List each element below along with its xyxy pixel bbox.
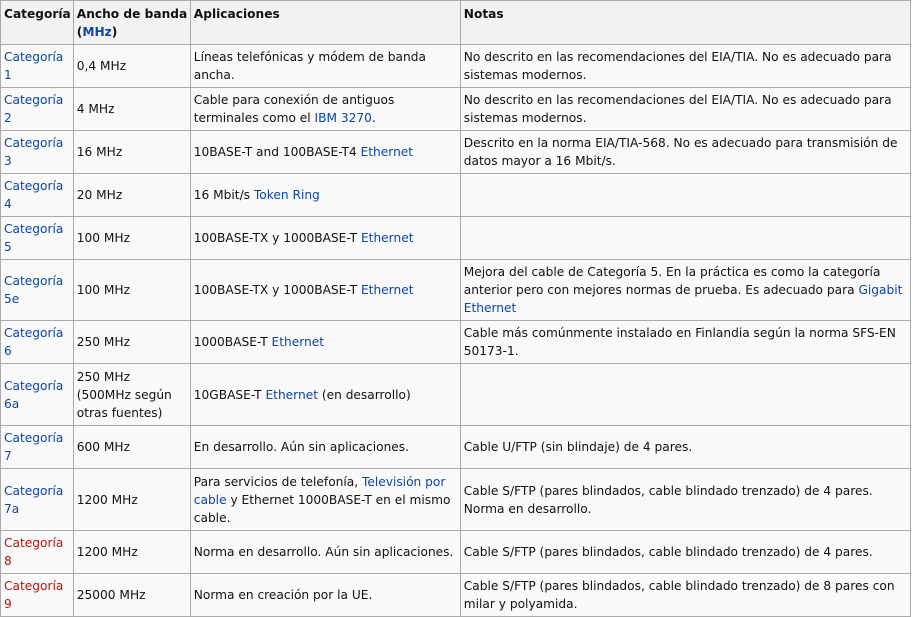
cell-ancho-de-banda: 100 MHz [73,217,190,260]
cell-categoria [1,469,74,531]
cell-ancho-de-banda: 16 MHz [73,131,190,174]
aplicaciones-text: 10BASE-T and 100BASE-T4 [193,145,361,159]
cell-ancho-de-banda: 250 MHz (500MHz según otras fuentes) [73,364,190,426]
cell-ancho-de-banda: 0,4 MHz [73,45,190,88]
cell-ancho-de-banda: 250 MHz [73,321,190,364]
category-link[interactable]: Categoría 6a [4,378,64,411]
aplicaciones-link[interactable]: Ethernet [265,387,318,402]
cell-aplicaciones [190,260,460,321]
cell-categoria [1,574,74,617]
cell-aplicaciones [190,88,460,131]
notas-text: No descrito en las recomendaciones del EIA/TIA. No es adecuado para sistemas modernos. [463,93,892,125]
cell-aplicaciones [190,574,460,617]
aplicaciones-link[interactable]: Ethernet [360,283,414,297]
cell-notas [460,364,910,426]
notas-link[interactable]: Gigabit Ethernet [463,283,903,315]
category-link[interactable]: Categoría 7a [4,483,64,516]
cell-aplicaciones [190,321,460,364]
cell-categoria [1,174,74,217]
category-link[interactable]: Categoría 9 [4,579,64,611]
cell-ancho-de-banda: 20 MHz [73,174,190,217]
cell-ancho-de-banda: 4 MHz [73,88,190,131]
aplicaciones-text: 100BASE-TX y 1000BASE-T [193,231,361,245]
cell-aplicaciones [190,174,460,217]
header-ancho-label: Ancho de banda ( [76,7,188,39]
aplicaciones-text: En desarrollo. Aún sin aplicaciones. [193,440,410,454]
cell-notas [460,131,910,174]
cell-ancho-de-banda: 100 MHz [73,260,190,321]
header-row [1,1,911,45]
cell-categoria [1,260,74,321]
header-notas: Notas [460,1,910,45]
aplicaciones-link[interactable]: Token Ring [253,188,320,202]
aplicaciones-text: Norma en creación por la UE. [193,588,373,602]
aplicaciones-text: 16 Mbit/s [193,188,254,202]
category-link[interactable]: Categoría 5e [4,274,64,306]
aplicaciones-link[interactable]: Ethernet [360,145,414,159]
aplicaciones-text: 10GBASE-T [193,387,266,402]
notas-text: Cable S/FTP (pares blindados, cable blindado trenzado) de 4 pares. [463,545,873,559]
cell-ancho-de-banda: 1200 MHz [73,469,190,531]
notas-text: Cable más comúnmente instalado en Finlandia según la norma SFS-EN 50173-1. [463,326,896,358]
category-link[interactable]: Categoría 2 [4,93,64,125]
notas-text: Mejora del cable de Categoría 5. En la práctica es como la categoría anterior pero con mejores normas de prueba. Es adecuado para [463,265,881,297]
cell-notas [460,260,910,321]
table-row [1,531,911,574]
header-categoria: Categoría [1,1,74,45]
cell-aplicaciones [190,364,460,426]
cell-notas [460,321,910,364]
table-row [1,426,911,469]
notas-text: Cable U/FTP (sin blindaje) de 4 pares. [463,440,693,454]
cell-categoria [1,321,74,364]
cell-categoria [1,531,74,574]
notas-text: Cable S/FTP (pares blindados, cable blindado trenzado) de 4 pares. Norma en desarrollo. [463,483,873,516]
cell-aplicaciones [190,426,460,469]
category-link[interactable]: Categoría 4 [4,179,64,211]
table-row [1,131,911,174]
cell-notas [460,574,910,617]
aplicaciones-link[interactable]: Ethernet [271,335,325,349]
category-link[interactable]: Categoría 1 [4,50,64,82]
cell-categoria [1,45,74,88]
aplicaciones-text: Norma en desarrollo. Aún sin aplicaciones. [193,545,454,559]
table-row [1,321,911,364]
cell-ancho-de-banda: 25000 MHz [73,574,190,617]
aplicaciones-text: Para servicios de telefonía, [193,474,362,489]
cell-notas [460,469,910,531]
notas-text: Descrito en la norma EIA/TIA-568. No es adecuado para transmisión de datos mayor a 16 Mbit/s. [463,136,898,168]
aplicaciones-text-tail: . [371,111,376,125]
cell-aplicaciones [190,217,460,260]
table-row [1,469,911,531]
category-link[interactable]: Categoría 3 [4,136,64,168]
table-row [1,574,911,617]
category-link[interactable]: Categoría 8 [4,536,64,568]
aplicaciones-text-tail: (en desarrollo) [317,387,411,402]
table-row [1,260,911,321]
category-link[interactable]: Categoría 6 [4,326,64,358]
aplicaciones-text: Cable para conexión de antiguos terminales como el [193,93,395,125]
aplicaciones-text: 1000BASE-T [193,335,272,349]
cell-notas [460,217,910,260]
cell-notas [460,88,910,131]
table-row [1,217,911,260]
header-ancho-de-banda [73,1,190,45]
table-body [1,45,911,617]
mhz-link[interactable]: MHz [82,25,112,39]
aplicaciones-text: 100BASE-TX y 1000BASE-T [193,283,361,297]
table-row [1,174,911,217]
category-link[interactable]: Categoría 5 [4,222,64,254]
cell-categoria [1,88,74,131]
aplicaciones-link[interactable]: Ethernet [360,231,414,245]
notas-text: No descrito en las recomendaciones del EIA/TIA. No es adecuado para sistemas modernos. [463,50,892,82]
cell-aplicaciones [190,131,460,174]
cell-notas [460,531,910,574]
notas-text: Cable S/FTP (pares blindados, cable blindado trenzado) de 8 pares con milar y polyamida. [463,579,895,611]
table-row [1,364,911,426]
aplicaciones-link[interactable]: IBM 3270 [314,111,372,125]
category-link[interactable]: Categoría 7 [4,431,64,463]
cell-aplicaciones [190,45,460,88]
cell-aplicaciones [190,531,460,574]
table-row [1,45,911,88]
aplicaciones-link[interactable]: Televisión por cable [193,474,446,507]
table-row [1,88,911,131]
cell-categoria [1,131,74,174]
header-aplicaciones: Aplicaciones [190,1,460,45]
cell-notas [460,426,910,469]
cell-categoria [1,426,74,469]
cell-aplicaciones [190,469,460,531]
aplicaciones-text: Líneas telefónicas y módem de banda ancha. [193,50,426,82]
aplicaciones-text-tail: y Ethernet 1000BASE-T en el mismo cable. [193,492,451,525]
cell-notas [460,174,910,217]
cell-categoria [1,364,74,426]
cell-ancho-de-banda: 600 MHz [73,426,190,469]
cell-notas [460,45,910,88]
header-ancho-close: ) [111,25,118,39]
cell-ancho-de-banda: 1200 MHz [73,531,190,574]
cell-categoria [1,217,74,260]
